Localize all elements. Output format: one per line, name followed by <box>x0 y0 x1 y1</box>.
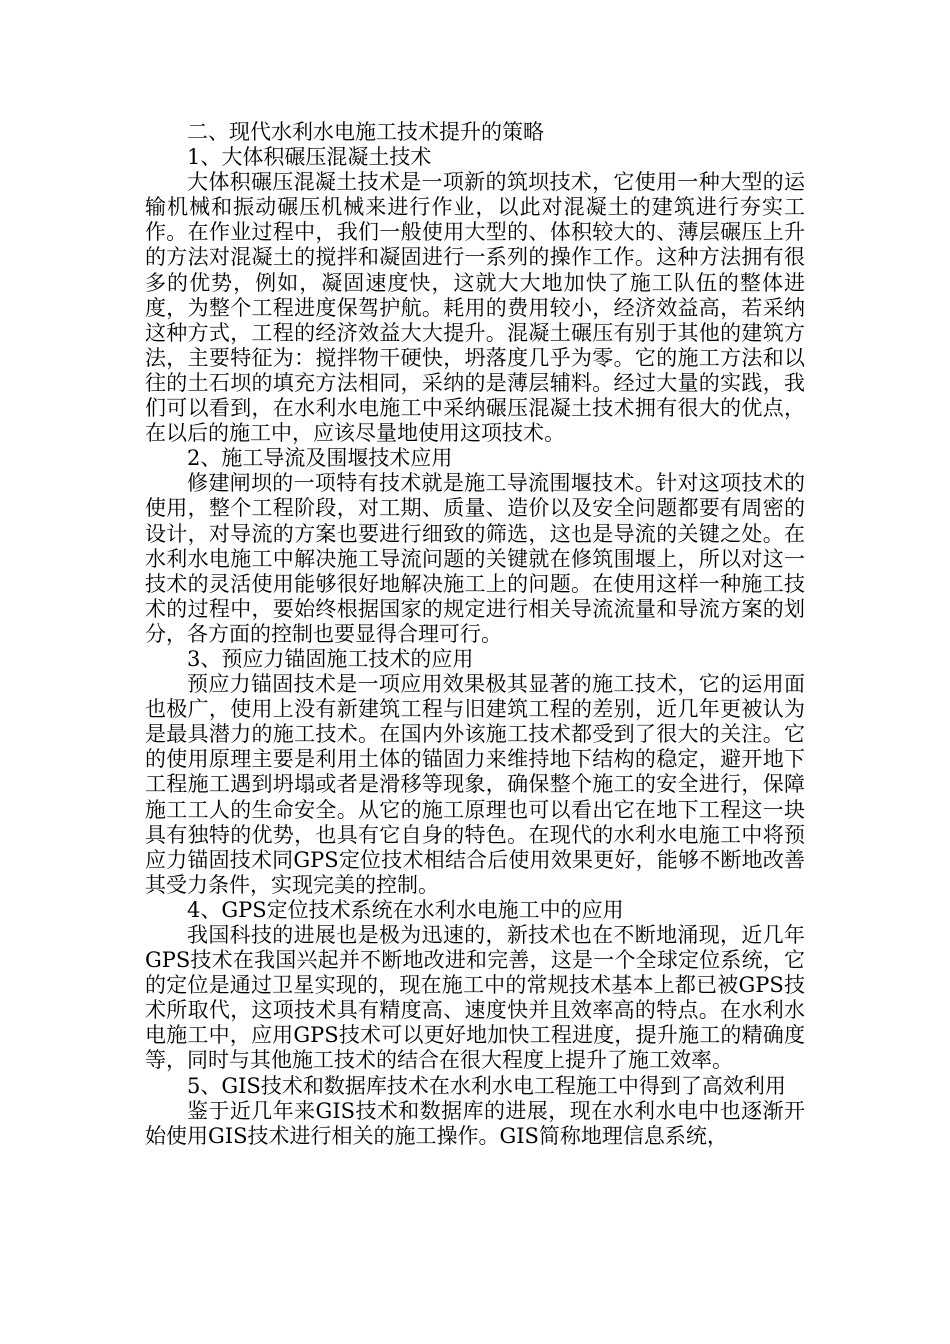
heading-gps: 4、GPS定位技术系统在水利水电施工中的应用 <box>187 897 624 922</box>
paragraph-gis: 鉴于近几年来GIS技术和数据库的进展，现在水利水电中也逐渐开始使用GIS技术进行相关的施工操作。GIS简称地理信息系统， <box>145 1098 805 1148</box>
heading-prestressed-anchor: 3、预应力锚固施工技术的应用 <box>187 646 474 671</box>
document-page <box>145 120 805 1149</box>
paragraph-diversion: 修建闸坝的一项特有技术就是施工导流围堰技术。针对这项技术的使用，整个工程阶段，对工期、质量、造价以及安全问题都要有周密的设计，对导流的方案也要进行细致的筛选，这也是导流的关键之处。在水利水电施工中解决施工导流问题的关键就在修筑围堰上，所以对这一技术的灵活使用能够很好地解决施工上的问题。在使用这样一种施工技术的过程中，要始终根据国家的规定进行相关导流流量和导流方案的划分，各方面的控制也要显得合理可行。 <box>145 471 805 646</box>
heading-diversion: 2、施工导流及围堰技术应用 <box>187 446 453 471</box>
paragraph-rcc: 大体积碾压混凝土技术是一项新的筑坝技术，它使用一种大型的运输机械和振动碾压机械来进行作业，以此对混凝土的建筑进行夯实工作。在作业过程中，我们一般使用大型的、体积较大的、薄层碾压上升的方法对混凝土的搅拌和凝固进行一系列的操作工作。这种方法拥有很多的优势，例如，凝固速度快，这就大大地加快了施工队伍的整体进度，为整个工程进度保驾护航。耗用的费用较小，经济效益高，若采纳这种方式，工程的经济效益大大提升。混凝土碾压有别于其他的建筑方法，主要特征为：搅拌物干硬快，坍落度几乎为零。它的施工方法和以往的土石坝的填充方法相同，采纳的是薄层辅料。经过大量的实践，我们可以看到，在水利水电施工中采纳碾压混凝土技术拥有很大的优点，在以后的施工中，应该尽量地使用这项技术。 <box>145 170 805 446</box>
paragraph-prestressed-anchor: 预应力锚固技术是一项应用效果极其显著的施工技术，它的运用面也极广，使用上没有新建筑工程与旧建筑工程的差别，近几年更被认为是最具潜力的施工技术。在国内外该施工技术都受到了很大的关注。它的使用原理主要是利用土体的锚固力来维持地下结构的稳定，避开地下工程施工遇到坍塌或者是滑移等现象，确保整个施工的安全进行，保障施工工人的生命安全。从它的施工原理也可以看出它在地下工程这一块具有独特的优势，也具有它自身的特色。在现代的水利水电施工中将预应力锚固技术同GPS定位技术相结合后使用效果更好，能够不断地改善其受力条件，实现完美的控制。 <box>145 672 805 897</box>
section-title: 二、现代水利水电施工技术提升的策略 <box>187 120 544 144</box>
heading-rcc: 1、大体积碾压混凝土技术 <box>187 145 432 170</box>
heading-gis: 5、GIS技术和数据库技术在水利水电工程施工中得到了高效利用 <box>187 1073 786 1098</box>
paragraph-gps: 我国科技的进展也是极为迅速的，新技术也在不断地涌现，近几年GPS技术在我国兴起并不断地改进和完善，这是一个全球定位系统，它的定位是通过卫星实现的，现在施工中的常规技术基本上都已被GPS技术所取代，这项技术具有精度高、速度快并且效率高的特点。在水利水电施工中，应用GPS技术可以更好地加快工程进度，提升施工的精确度等，同时与其他施工技术的结合在很大程度上提升了施工效率。 <box>145 923 805 1073</box>
